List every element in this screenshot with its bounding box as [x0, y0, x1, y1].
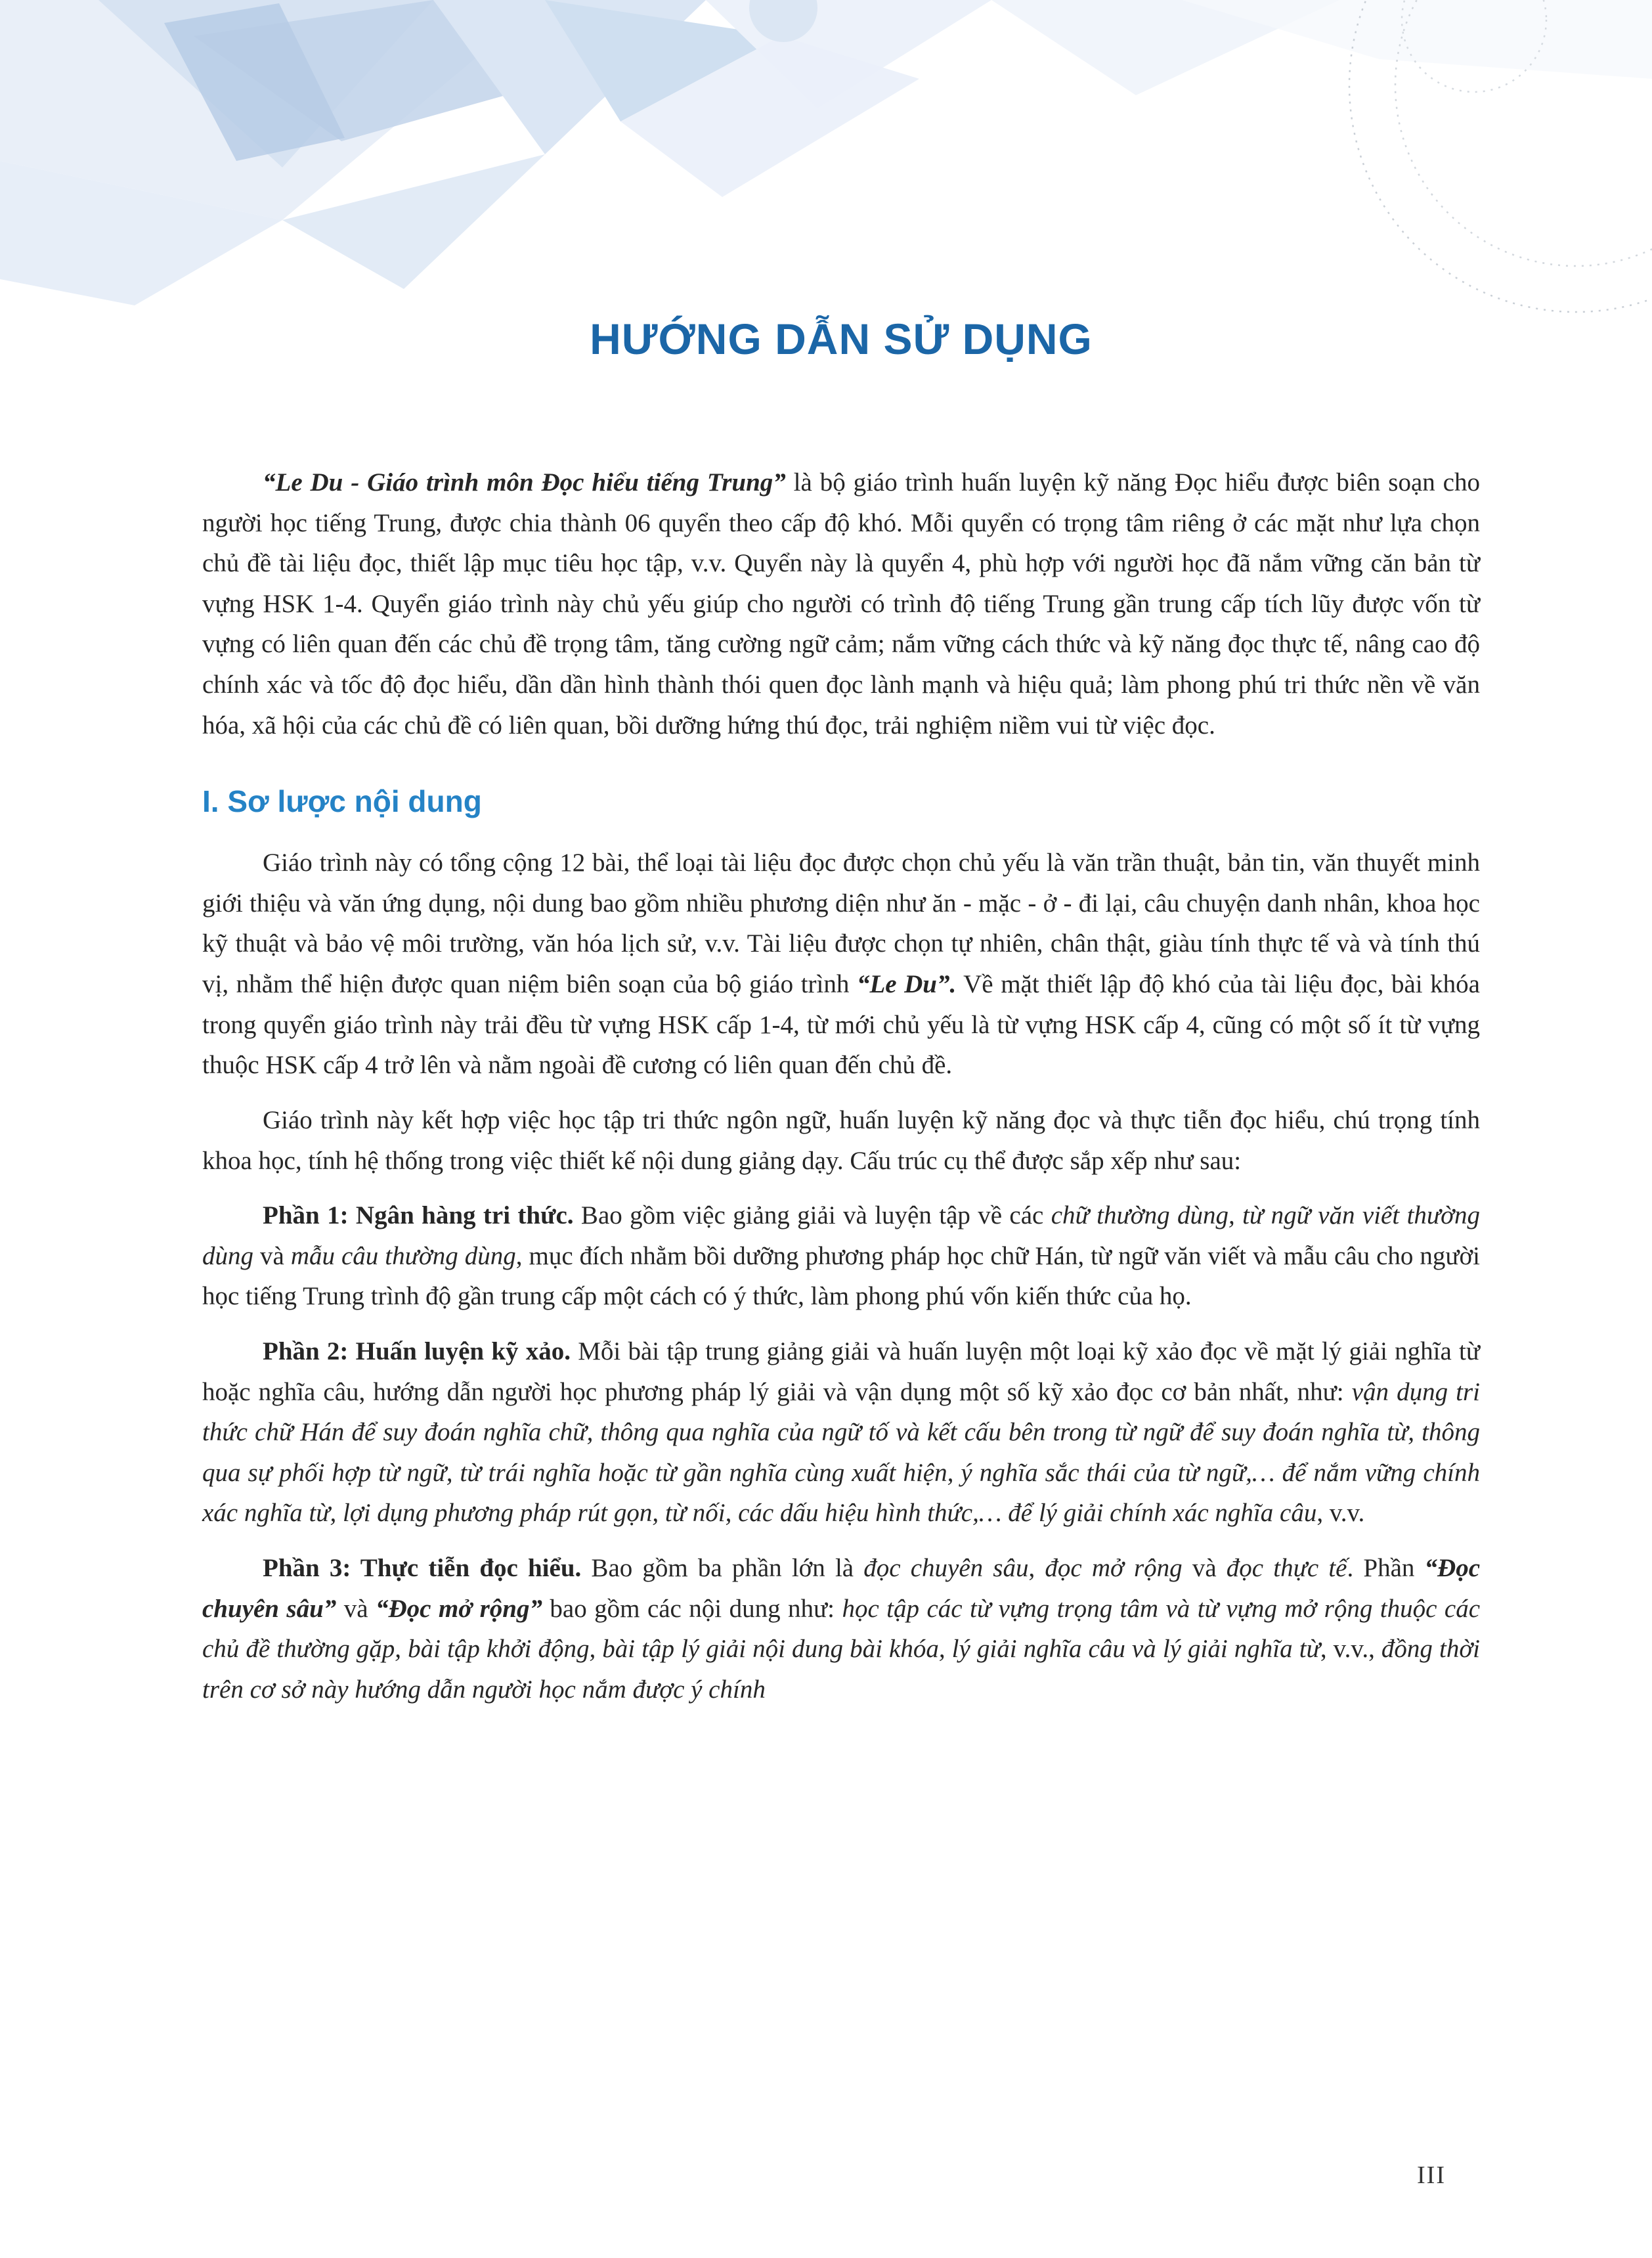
section-heading: I. Sơ lược nội dung — [202, 784, 482, 819]
page-number: III — [1417, 2161, 1446, 2189]
paragraph-phan-1: Phần 1: Ngân hàng tri thức. Bao gồm việc giảng giải và luyện tập về các chữ thường dùng, từ ngữ văn viết thường dùng và mẫu câu thường dùng, mục đích nhằm bồi dưỡng phương pháp học chữ Hán, từ ngữ văn viết và mẫu câu cho người học tiếng Trung trình độ gần trung cấp một cách có ý thức, làm phong phú vốn kiến thức của họ. — [202, 1201, 1480, 1311]
structure-paragraph: Giáo trình này kết hợp việc học tập tri thức ngôn ngữ, huấn luyện kỹ năng đọc và thực tiễn đọc hiểu, chú trọng tính khoa học, tính hệ thống trong việc thiết kế nội dung giảng dạy. Cấu trúc cụ thể được sắp xếp như sau: — [202, 1105, 1480, 1175]
paragraph-phan-2: Phần 2: Huấn luyện kỹ xảo. Mỗi bài tập trung giảng giải và huấn luyện một loại kỹ xảo đọc về mặt lý giải nghĩa từ hoặc nghĩa câu, hướng dẫn người học phương pháp lý giải và vận dụng một số kỹ xảo đọc cơ bản nhất, như: vận dụng tri thức chữ Hán để suy đoán nghĩa chữ, thông qua nghĩa của ngữ tố và kết cấu bên trong từ ngữ để suy đoán nghĩa từ, thông qua sự phối hợp từ ngữ, từ trái nghĩa hoặc từ gần nghĩa cùng xuất hiện, ý nghĩa sắc thái của từ ngữ,… để nắm vững chính xác nghĩa từ, lợi dụng phương pháp rút gọn, từ nối, các dấu hiệu hình thức,… để lý giải chính xác nghĩa câu, v.v. — [202, 1337, 1480, 1528]
paragraph-phan-3: Phần 3: Thực tiễn đọc hiểu. Bao gồm ba phần lớn là đọc chuyên sâu, đọc mở rộng và đọc thực tế. Phần “Đọc chuyên sâu” và “Đọc mở rộng” bao gồm các nội dung như: học tập các từ vựng trọng tâm và từ vựng mở rộng thuộc các chủ đề thường gặp, bài tập khởi động, bài tập lý giải nội dung bài khóa, lý giải nghĩa câu và lý giải nghĩa từ, v.v., đồng thời trên cơ sở này hướng dẫn người học nắm được ý chính — [202, 1554, 1481, 1704]
page-title: HƯỚNG DẪN SỬ DỤNG — [590, 315, 1093, 363]
overview-paragraph: Giáo trình này có tổng cộng 12 bài, thể loại tài liệu đọc được chọn chủ yếu là văn trần thuật, bản tin, văn thuyết minh giới thiệu và văn ứng dụng, nội dung bao gồm nhiều phương diện như ăn - mặc - ở - đi lại, câu chuyện danh nhân, khoa học kỹ thuật và bảo vệ môi trường, văn hóa lịch sử, v.v. Tài liệu được chọn tự nhiên, chân thật, giàu tính thực tế và và tính thú vị, nhằm thể hiện được quan niệm biên soạn của bộ giáo trình “Le Du”. Về mặt thiết lập độ khó của tài liệu đọc, bài khóa trong quyển giáo trình này trải đều từ vựng HSK cấp 1-4, từ mới chủ yếu là từ vựng HSK cấp 4, cũng có một số ít từ vựng thuộc HSK cấp 4 trở lên và nằm ngoài đề cương có liên quan đến chủ đề. — [202, 849, 1480, 1080]
intro-paragraph: “Le Du - Giáo trình môn Đọc hiểu tiếng Trung” là bộ giáo trình huấn luyện kỹ năng Đọc hiểu được biên soạn cho người học tiếng Trung, được chia thành 06 quyển theo cấp độ khó. Mỗi quyển có trọng tâm riêng ở các mặt như lựa chọn chủ đề tài liệu đọc, thiết lập mục tiêu học tập, v.v. Quyển này là quyển 4, phù hợp với người học đã nắm vững căn bản từ vựng HSK 1-4. Quyển giáo trình này chủ yếu giúp cho người có trình độ tiếng Trung gần trung cấp tích lũy được vốn từ vựng có liên quan đến các chủ đề trọng tâm, tăng cường ngữ cảm; nắm vững cách thức và kỹ năng đọc thực tế, nâng cao độ chính xác và tốc độ đọc hiểu, dần dần hình thành thói quen đọc lành mạnh và hiệu quả; làm phong phú tri thức nền về văn hóa, xã hội của các chủ đề có liên quan, bồi dưỡng hứng thú đọc, trải nghiệm niềm vui từ việc đọc. — [202, 468, 1480, 740]
